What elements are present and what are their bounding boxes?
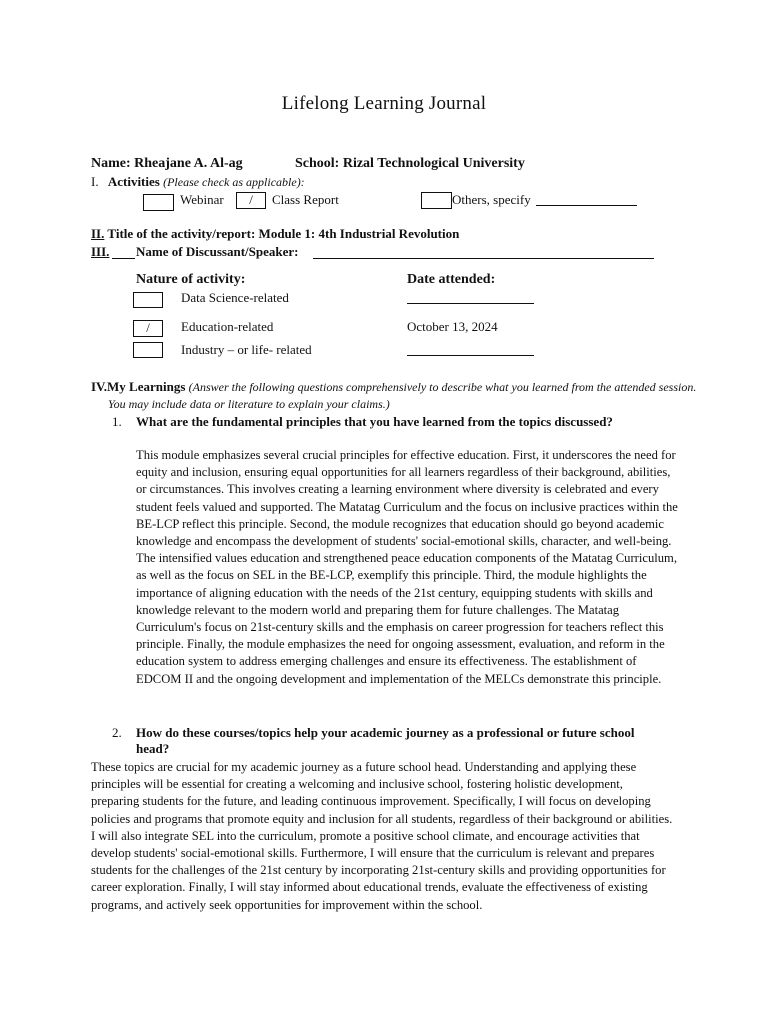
learnings-note-line2: You may include data or literature to explain your claims.) <box>108 397 390 411</box>
speaker-row <box>91 244 109 260</box>
name-value: Rheajane A. Al-ag <box>134 156 243 171</box>
education-checkbox[interactable]: / <box>133 320 163 337</box>
nature-heading: Nature of activity: <box>136 272 246 287</box>
q2-question-line1: How do these courses/topics help your academic journey as a professional or future school <box>136 725 635 740</box>
webinar-checkbox[interactable] <box>143 194 174 211</box>
industry-checkbox[interactable] <box>133 342 163 358</box>
learnings-note-line1: (Answer the following questions comprehensively to describe what you learned from the attended session. <box>188 380 697 394</box>
activities-heading <box>91 174 305 190</box>
learnings-label: My Learnings <box>107 379 186 394</box>
industry-date-line[interactable] <box>407 355 534 356</box>
q1-question: What are the fundamental principles that you have learned from the topics discussed? <box>136 414 613 429</box>
q2-answer: These topics are crucial for my academic journey as a future school head. Understanding and applying these principles will be essential for creating a welcoming and inclusive school, fostering holistic development, preparing students for the future, and leading continuous improvement. Specifically, I will focus on developing policies and programs that promote equity and inclusion for all students, regardless of their background or abilities. I will also integrate SEL into the curriculum, promote a positive school climate, and encourage activities that develop students' social-emotional skills. Furthermore, I will ensure that the curriculum is relevant and prepares students for the challenges of the 21st century by incorporating 21st-century skills and providing opportunities for career exploration. Finally, I will stay informed about educational trends, evaluate the effectiveness of existing programs, and actively seek opportunities for improvement within the school. <box>91 760 673 912</box>
name-label: Name: <box>91 156 131 171</box>
page-title: Lifelong Learning Journal <box>281 93 487 114</box>
data-science-label: Data Science-related <box>181 290 289 305</box>
activity-title-value: Module 1: 4th Industrial Revolution <box>258 226 460 241</box>
section1-numeral: I. <box>91 174 99 189</box>
others-specify-line[interactable] <box>536 205 637 206</box>
school-label: School: <box>295 156 340 171</box>
section3-numeral: III. <box>91 244 110 259</box>
learnings-heading <box>91 379 696 395</box>
education-date: October 13, 2024 <box>407 319 498 334</box>
class-report-label: Class Report <box>272 192 339 207</box>
others-checkbox[interactable] <box>421 192 452 209</box>
activity-title-row <box>91 226 459 242</box>
activities-note: (Please check as applicable): <box>163 175 305 189</box>
school-row <box>295 156 525 172</box>
section2-numeral: II. <box>91 226 105 241</box>
section4-numeral: IV. <box>91 379 108 394</box>
others-label: Others, specify <box>452 192 531 207</box>
date-attended-heading: Date attended: <box>407 272 496 287</box>
q2-number: 2. <box>112 725 122 740</box>
industry-label: Industry – or life- related <box>181 342 312 357</box>
education-label: Education-related <box>181 319 274 334</box>
q1-number: 1. <box>112 414 122 429</box>
q1-answer: This module emphasizes several crucial principles for effective education. First, it underscores the need for equity and inclusion, ensuring equal opportunities for all learners regardless of their background, abilities, or circumstances. This involves creating a learning environment where diversity is celebrated and every student feels valued and supported. The Matatag Curriculum and the focus on inclusive practices within the BE-LCP reflect this principle. Second, the module recognizes that education should go beyond academic knowledge and encompass the development of students' social-emotional skills, character, and well-being. The intensified values education and strengthened peace education components of the Matatag Curriculum, as well as the focus on SEL in the BE-LCP, exemplify this principle. Third, the module highlights the importance of aligning education with the needs of the 21st century, equipping students with skills and knowledge relevant to the modern world and preparing them for future challenges. The Matatag Curriculum's focus on 21st-century skills and the emphasis on career progression for teachers reflect this principle. Finally, the module emphasizes the need for ongoing assessment, evaluation, and reform in the education system to address emerging challenges and ensure its effectiveness. The establishment of EDCOM II and the ongoing development and implementation of the MELCs demonstrate this principle. <box>136 448 678 686</box>
q2-question-line2: head? <box>136 741 170 756</box>
speaker-label: Name of Discussant/Speaker: <box>136 244 299 259</box>
activity-title-label: Title of the activity/report: <box>107 226 256 241</box>
webinar-label: Webinar <box>180 192 224 207</box>
data-science-checkbox[interactable] <box>133 292 163 308</box>
class-report-checkbox[interactable]: / <box>236 192 266 209</box>
data-science-date-line[interactable] <box>407 303 534 304</box>
name-row <box>91 156 243 172</box>
speaker-name-line[interactable] <box>313 258 654 259</box>
activities-label: Activities <box>107 174 160 189</box>
speaker-numeral-line <box>112 258 135 259</box>
school-value: Rizal Technological University <box>342 156 525 171</box>
